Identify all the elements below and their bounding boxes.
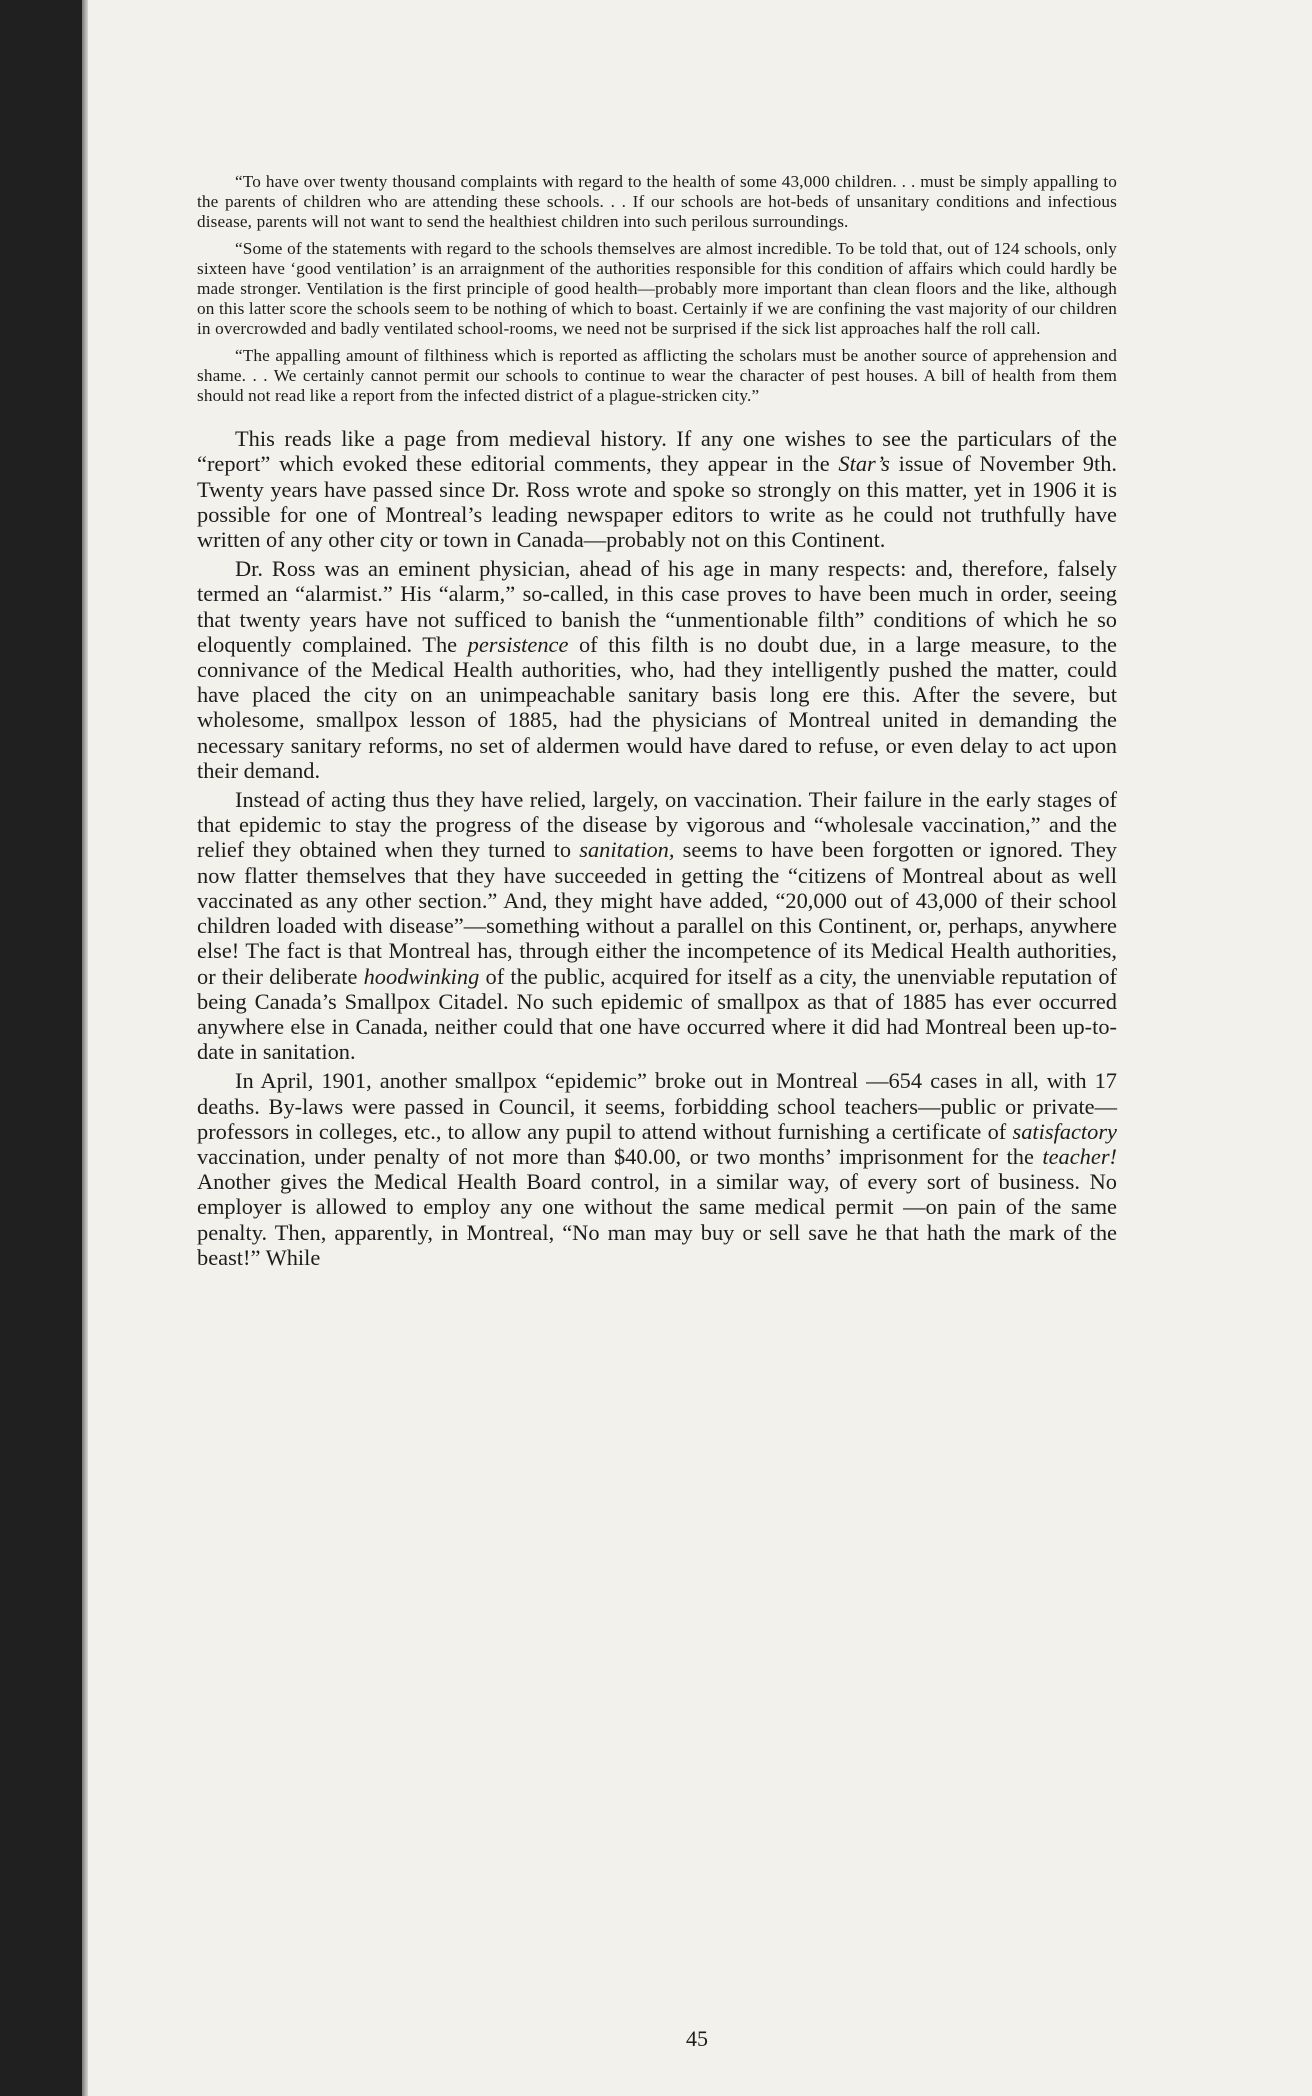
page-number: 45 (686, 2026, 708, 2051)
book-page (82, 0, 1312, 2096)
body-paragraph-4: In April, 1901, another smallpox “epidemic” broke out in Montreal —654 cases in all, with 17 deaths. By-laws were passed in Council, it seems, forbidding school teachers—public or private—professors in colleges, etc., to allow any pupil to attend without furnishing a certificate of satisfactory vaccination, under penalty of not more than $40.00, or two months’ imprisonment for the teacher! Another gives the Medical Health Board control, in a similar way, of every sort of business. No employer is allowed to employ any one without the same medical permit —on pain of the same penalty. Then, apparently, in Montreal, “No man may buy or sell save he that hath the mark of the beast!” While (197, 1068, 1117, 1270)
body-paragraph-3: Instead of acting thus they have relied, largely, on vaccination. Their failure in the early stages of that epidemic to stay the progress of the disease by vigorous and “wholesale vaccination,” and the relief they obtained when they turned to sanitation, seems to have been forgotten or ignored. They now flatter themselves that they have succeeded in getting the “citizens of Montreal about as well vaccinated as any other section.” And, they might have added, “20,000 out of 43,000 of their school children loaded with disease”—something without a parallel on this Continent, or, perhaps, anywhere else! The fact is that Montreal has, through either the incompetence of its Medical Health authorities, or their deliberate hoodwinking of the public, acquired for itself as a city, the unenviable reputation of being Canada’s Smallpox Citadel. No such epidemic of smallpox as that of 1885 has ever occurred anywhere else in Canada, neither could that one have occurred where it did had Montreal been up-to-date in sanitation. (197, 787, 1117, 1065)
body-paragraph-2: Dr. Ross was an eminent physician, ahead of his age in many respects: and, therefore, falsely termed an “alarmist.” His “alarm,” so-called, in this case proves to have been much in order, seeing that twenty years have not sufficed to banish the “unmentionable filth” conditions of which he so eloquently complained. The persistence of this filth is no doubt due, in a large measure, to the connivance of the Medical Health authorities, who, had they intelligently pushed the matter, could have placed the city on an unimpeachable sanitary basis long ere this. After the severe, but wholesome, smallpox lesson of 1885, had the physicians of Montreal united in demanding the necessary sanitary reforms, no set of aldermen would have dared to refuse, or even delay to act upon their demand. (197, 556, 1117, 783)
body-paragraph-1: This reads like a page from medieval history. If any one wishes to see the particulars of the “report” which evoked these editorial comments, they appear in the Star’s issue of November 9th. Twenty years have passed since Dr. Ross wrote and spoke so strongly on this matter, yet in 1906 it is possible for one of Montreal’s leading newspaper editors to write as he could not truthfully have written of any other city or town in Canada—probably not on this Continent. (197, 426, 1117, 553)
quote-paragraph-3: “The appalling amount of filthiness which is reported as afflicting the scholars must be another source of apprehension and shame. . . We certainly cannot permit our schools to continue to wear the character of pest houses. A bill of health from them should not read like a report from the infected district of a plague-stricken city.” (197, 345, 1117, 406)
quote-paragraph-2: “Some of the statements with regard to the schools themselves are almost incredible. To be told that, out of 124 schools, only sixteen have ‘good ventilation’ is an arraignment of the authorities responsible for this condition of affairs which could hardly be made stronger. Ventilation is the first principle of good health—probably more important than clean floors and the like, although on this latter score the schools seem to be nothing of which to boast. Certainly if we are confining the vast majority of our children in overcrowded and badly ventilated school-rooms, we need not be surprised if the sick list approaches half the roll call. (197, 238, 1117, 339)
binding-edge (82, 0, 88, 2096)
page-content (197, 172, 1117, 1274)
quote-paragraph-1: “To have over twenty thousand complaints with regard to the health of some 43,000 children. . . must be simply appalling to the parents of children who are attending these schools. . . If our schools are hot-beds of unsanitary conditions and infectious disease, parents will not want to send the healthiest children into such perilous surroundings. (197, 172, 1117, 232)
